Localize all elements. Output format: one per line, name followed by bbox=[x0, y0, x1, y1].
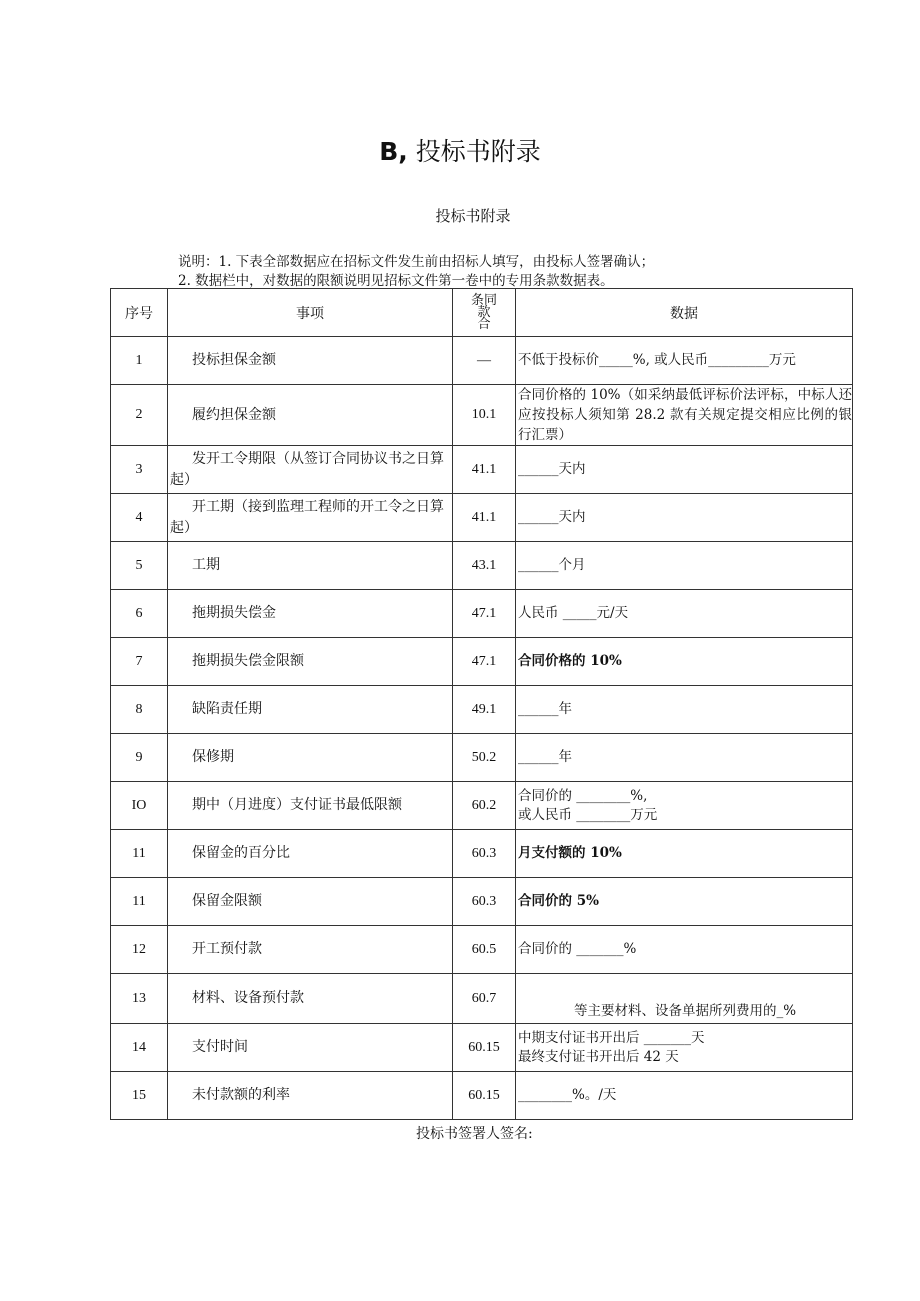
row-clause: 47.1 bbox=[453, 590, 516, 638]
row-clause: 41.1 bbox=[453, 494, 516, 542]
row-item: 工期 bbox=[168, 542, 453, 590]
row-data: 合同价格的 10%（如采纳最低评标价法评标，中标人还应按投标人须知第 28.2 款有关规定提交相应比例的银行汇票） bbox=[516, 385, 853, 446]
row-clause: 60.5 bbox=[453, 926, 516, 974]
table-row bbox=[111, 446, 853, 494]
row-data-line1: 合同价的 ________%, bbox=[518, 787, 648, 804]
row-no: 11 bbox=[111, 830, 168, 878]
row-clause: 41.1 bbox=[453, 446, 516, 494]
title-letter: B, bbox=[379, 137, 408, 166]
row-no: 6 bbox=[111, 590, 168, 638]
row-clause: 60.3 bbox=[453, 830, 516, 878]
note-line-1: 说明：1. 下表全部数据应在招标文件发生前由招标人填写，由投标人签署确认； bbox=[178, 254, 655, 270]
row-clause: 43.1 bbox=[453, 542, 516, 590]
row-data: 不低于投标价_____%, 或人民币_________万元 bbox=[516, 337, 853, 385]
table-row bbox=[111, 385, 853, 446]
row-clause: — bbox=[453, 337, 516, 385]
row-clause: 60.2 bbox=[453, 782, 516, 830]
signature-label: 投标书签署人签名: bbox=[416, 1126, 533, 1142]
row-item: 未付款额的利率 bbox=[168, 1072, 453, 1120]
row-no: 13 bbox=[111, 974, 168, 1024]
row-item: 拖期损失偿金 bbox=[168, 590, 453, 638]
row-data: 月支付额的 10% bbox=[516, 830, 853, 878]
row-no: 3 bbox=[111, 446, 168, 494]
row-data: ______年 bbox=[516, 734, 853, 782]
table-header-row bbox=[111, 289, 853, 337]
row-clause: 60.3 bbox=[453, 878, 516, 926]
row-data: ________%。/天 bbox=[516, 1072, 853, 1120]
row-data: 人民币 _____元/天 bbox=[516, 590, 853, 638]
row-data: 等主要材料、设备单据所列费用的_% bbox=[516, 974, 853, 1024]
row-no: 2 bbox=[111, 385, 168, 446]
table-row bbox=[111, 926, 853, 974]
row-clause: 60.7 bbox=[453, 974, 516, 1024]
row-no: 12 bbox=[111, 926, 168, 974]
row-item: 保留金限额 bbox=[168, 878, 453, 926]
table-row bbox=[111, 590, 853, 638]
row-clause: 49.1 bbox=[453, 686, 516, 734]
row-item: 开工期（接到监理工程师的开工令之日算起） bbox=[168, 494, 453, 542]
row-clause: 47.1 bbox=[453, 638, 516, 686]
row-clause: 60.15 bbox=[453, 1072, 516, 1120]
row-no: 5 bbox=[111, 542, 168, 590]
row-data: 合同价的 _______% bbox=[516, 926, 853, 974]
table-row bbox=[111, 782, 853, 830]
table-row bbox=[111, 878, 853, 926]
row-item: 期中（月进度）支付证书最低限额 bbox=[168, 782, 453, 830]
row-item: 拖期损失偿金限额 bbox=[168, 638, 453, 686]
note-line-2: 2. 数据栏中，对数据的限额说明见招标文件第一卷中的专用条款数据表。 bbox=[178, 273, 614, 289]
table-row bbox=[111, 337, 853, 385]
row-item: 材料、设备预付款 bbox=[168, 974, 453, 1024]
row-clause: 10.1 bbox=[453, 385, 516, 446]
row-clause: 50.2 bbox=[453, 734, 516, 782]
row-data: ______天内 bbox=[516, 446, 853, 494]
table-row bbox=[111, 494, 853, 542]
row-data: 合同价格的 10% bbox=[516, 638, 853, 686]
row-data: ______年 bbox=[516, 686, 853, 734]
table-row bbox=[111, 830, 853, 878]
header-clause-line2: 款 bbox=[477, 304, 491, 320]
row-item: 投标担保金额 bbox=[168, 337, 453, 385]
header-clause-line3: 合 bbox=[477, 316, 491, 332]
table-row bbox=[111, 1024, 853, 1072]
table-row bbox=[111, 638, 853, 686]
page-title bbox=[0, 132, 920, 168]
row-data: ______个月 bbox=[516, 542, 853, 590]
row-no: 7 bbox=[111, 638, 168, 686]
row-data: 合同价的 5% bbox=[516, 878, 853, 926]
row-data-line1: 中期支付证书开出后 _______天 bbox=[518, 1029, 705, 1046]
title-text: 投标书附录 bbox=[415, 137, 541, 166]
row-item: 支付时间 bbox=[168, 1024, 453, 1072]
row-no: IO bbox=[111, 782, 168, 830]
header-clause bbox=[453, 289, 516, 337]
row-no: 9 bbox=[111, 734, 168, 782]
header-no: 序号 bbox=[111, 289, 168, 337]
table-row bbox=[111, 1072, 853, 1120]
row-no: 8 bbox=[111, 686, 168, 734]
row-item: 保修期 bbox=[168, 734, 453, 782]
row-item: 发开工令期限（从签订合同协议书之日算起） bbox=[168, 446, 453, 494]
row-clause: 60.15 bbox=[453, 1024, 516, 1072]
row-item: 保留金的百分比 bbox=[168, 830, 453, 878]
row-no: 15 bbox=[111, 1072, 168, 1120]
header-item: 事项 bbox=[168, 289, 453, 337]
header-data: 数据 bbox=[516, 289, 853, 337]
row-data: ______天内 bbox=[516, 494, 853, 542]
appendix-table bbox=[110, 288, 853, 1120]
row-no: 1 bbox=[111, 337, 168, 385]
header-clause-line1: 条同 bbox=[470, 292, 497, 308]
row-data-line2: 最终支付证书开出后 42 天 bbox=[518, 1048, 679, 1065]
table-row bbox=[111, 734, 853, 782]
row-data bbox=[516, 782, 853, 830]
row-item: 缺陷责任期 bbox=[168, 686, 453, 734]
row-item: 履约担保金额 bbox=[168, 385, 453, 446]
row-data-line2: 或人民币 ________万元 bbox=[518, 806, 658, 823]
row-data bbox=[516, 1024, 853, 1072]
table-row bbox=[111, 542, 853, 590]
table-row bbox=[111, 686, 853, 734]
row-no: 4 bbox=[111, 494, 168, 542]
row-no: 11 bbox=[111, 878, 168, 926]
row-no: 14 bbox=[111, 1024, 168, 1072]
table-subtitle: 投标书附录 bbox=[435, 207, 511, 225]
table-row bbox=[111, 974, 853, 1024]
row-item: 开工预付款 bbox=[168, 926, 453, 974]
